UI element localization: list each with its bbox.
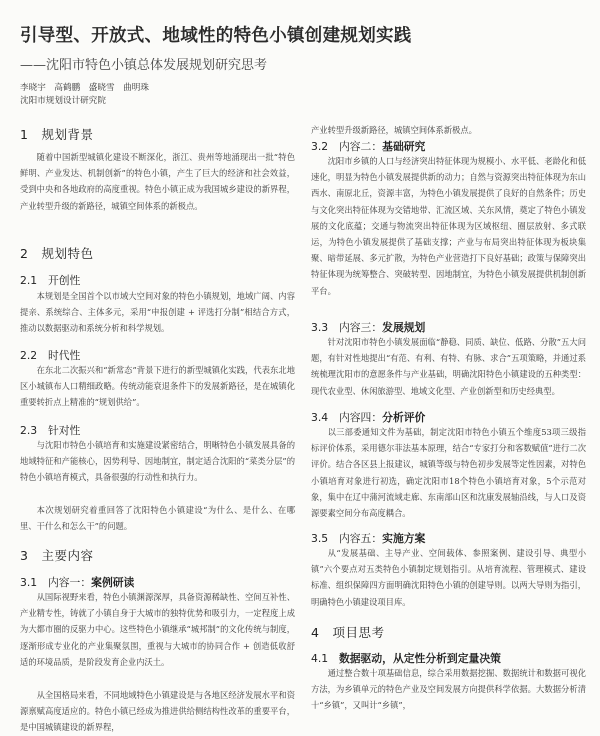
affiliation: 沈阳市规划设计研究院 [20, 96, 106, 106]
article-subtitle: ——沈阳市特色小镇总体发展规划研究思考 [20, 58, 268, 73]
subsection-3-2-number: 3.2 内容二： [311, 140, 383, 153]
subsection-heading-2-2: 2.2 时代性 [20, 349, 81, 362]
author-list: 李晓宇 高鹤鹏 盛晓雪 曲明珠 [20, 83, 149, 93]
subsection-heading-3-5 [311, 531, 425, 546]
subsection-3-5-paragraph: 从“发展基础、主导产业、空间载体、参照案例、建设引导、典型小镇”六个要点对五类特色小镇制定规划指引。从培育流程、管理模式、建设标准、组织保障四方面明确沈阳特色小镇的创建导则。以两大导则为指引，明确特色小镇建设项目库。 [311, 548, 586, 607]
subsection-3-4-paragraph: 以三部委通知文件为基础，制定沈阳市特色小镇五个维度53项三级指标评价体系，采用德尔菲法基本原理，结合“专家打分和客数赋值”进行二次评价。结合各区县上报建议，城镇等级与特色初步发展等定性因素，对特色小镇培育对象进行初选，确定沈阳市18个特色小镇培育对象，5个示范对象，集中在辽中蒲河流域走廊、东南部山区和沈康发展轴沿线，与人口及资源要素空间分布高度耦合。 [311, 427, 586, 519]
subsection-3-1-paragraph-continued: 产业转型升级新路径，城镇空间体系新极点。 [311, 125, 477, 135]
subsection-heading-2-1: 2.1 开创性 [20, 274, 81, 287]
section-heading-3: 3 主要内容 [20, 548, 94, 563]
subsection-heading-2-3: 2.3 针对性 [20, 424, 81, 437]
subsection-3-4-number: 3.4 内容四： [311, 411, 383, 424]
subsection-4-1-number: 4.1 [311, 652, 339, 665]
subsection-heading-3-4 [311, 410, 425, 425]
section-1-paragraph: 随着中国新型城镇化建设不断深化，浙江、贵州等地涌现出一批“特色鲜明、产业发达、机制创新”的特色小镇，产生了巨大的经济和社会效益，受到中央和各地政府的高度重视。特色小镇正成为我国城乡建设的新界程，产业转型升级的新路径，城镇空间体系的新极点。 [20, 152, 295, 211]
subsection-2-2-paragraph: 在东北二次振兴和“新常态”背景下进行的新型城镇化实践，代表东北地区小城镇布人口精细政略。传统动能衰退条件下的发展新路径，是在城镇化重要转折点上精准的“规划供给”。 [20, 365, 295, 408]
subsection-heading-3-3 [311, 320, 425, 335]
subsection-2-3-paragraph-1: 与沈阳市特色小镇培育和实施建设紧密结合，明晰特色小镇发展具备的地域特征和产能核心，因势利导、因地制宜，制定适合沈阳的“菜类分层”的特色小镇培育模式，具备很强的行动性和执行力。 [20, 440, 295, 483]
section-heading-1: 1 规划背景 [20, 127, 94, 142]
subsection-3-5-title: 实施方案 [382, 532, 426, 545]
subsection-3-1-paragraph-2: 从全国格局来看，不同地域特色小镇建设是与各地区经济发展水平和资源禀赋高度适应的。特色小镇已经成为推进供给侧结构性改革的重要平台，是中国城镇建设的新界程， [20, 690, 295, 733]
subsection-3-1-paragraph-1: 从国际视野来看，特色小镇渊源深厚，具备资源稀缺性、空间互补性、产业精专性，铸就了小镇自身于大城市的独特优势和吸引力，一定程度上成为大都市圈的反驱力中心。这些特色小镇继承“城邦制”的文化传统与制度，逐渐形成专业化的产业集聚氛围，重视与大城市的协同合作 + 创造低收舒适的环境品质，是阶段发育企业内沃土。 [20, 592, 295, 667]
subsection-3-2-title: 基础研究 [382, 140, 426, 153]
article-title: 引导型、开放式、地域性的特色小镇创建规划实践 [20, 26, 412, 46]
subsection-3-1-title: 案例研读 [91, 576, 135, 589]
subsection-heading-4-1 [311, 651, 501, 666]
subsection-heading-3-1 [20, 575, 134, 590]
section-heading-2: 2 规划特色 [20, 246, 94, 261]
subsection-heading-3-2 [311, 139, 425, 154]
subsection-3-5-number: 3.5 内容五： [311, 532, 383, 545]
subsection-4-1-paragraph: 通过整合数十项基础信息，综合采用数据挖掘、数据统计和数据可视化方法，为乡镇单元的特色产业及空间发展方向提供科学依据。大数据分析清十“乡镇”，又叫计“乡镇”， [311, 668, 586, 711]
subsection-3-3-number: 3.3 内容三： [311, 321, 383, 334]
subsection-3-3-paragraph: 针对沈阳市特色小镇发展面临“静稳、同质、缺位、低路、分散”五大问题，有针对性地提出“有范、有利、有特、有脉、求合”五项策略，并通过系统梳理沈阳市的意愿条件与产业基础，明确沈阳特色小镇建设的五种类型：现代农业型、休闲旅游型、地域文化型、产业创新型和历史经典型。 [311, 337, 586, 396]
subsection-2-1-paragraph: 本规划是全国首个以市域大空间对象的特色小镇规划，地域广阔、内容提亲、系统综合、主体多元，采用“申报创建 + 评选打分制”相结合方式，推动以数据驱动和系统分析和科学规划。 [20, 291, 295, 334]
subsection-2-3-paragraph-2: 本次规划研究着重回答了沈阳特色小镇建设“为什么、是什么、在哪里、干什么和怎么干”的问题。 [20, 505, 295, 532]
subsection-3-4-title: 分析评价 [382, 411, 426, 424]
subsection-4-1-title: 数据驱动，从定性分析到定量决策 [338, 652, 501, 665]
section-heading-4: 4 项目思考 [311, 625, 385, 640]
subsection-3-2-paragraph: 沈阳市乡镇的人口与经济突出特征体现为规模小、水平低、老龄化和低速化，明显为特色小镇发展提供新的动力；自然与资源突出特征体现为东山西水、南原北丘，资源丰富，为特色小镇发展提供了良好的自然条件；历史与文化突出特征体现为交错地带、汇流区域、关东风情，奠定了特色小镇发展的文化底蕴；交通与物流突出特征体现为区域枢纽、圈层放射、多式联运，为特色小镇发展提供了基础支撑；产业与布局突出特征体现为板块集聚、暗带延展、多元扩散，为特色产业营造打下良好基础；政策与保障突出特征体现为统筹整合、突破转型、因地制宜，为特色小镇发展提供机制创新平台。 [311, 156, 586, 296]
subsection-3-3-title: 发展规划 [382, 321, 426, 334]
subsection-3-1-number: 3.1 内容一： [20, 576, 92, 589]
